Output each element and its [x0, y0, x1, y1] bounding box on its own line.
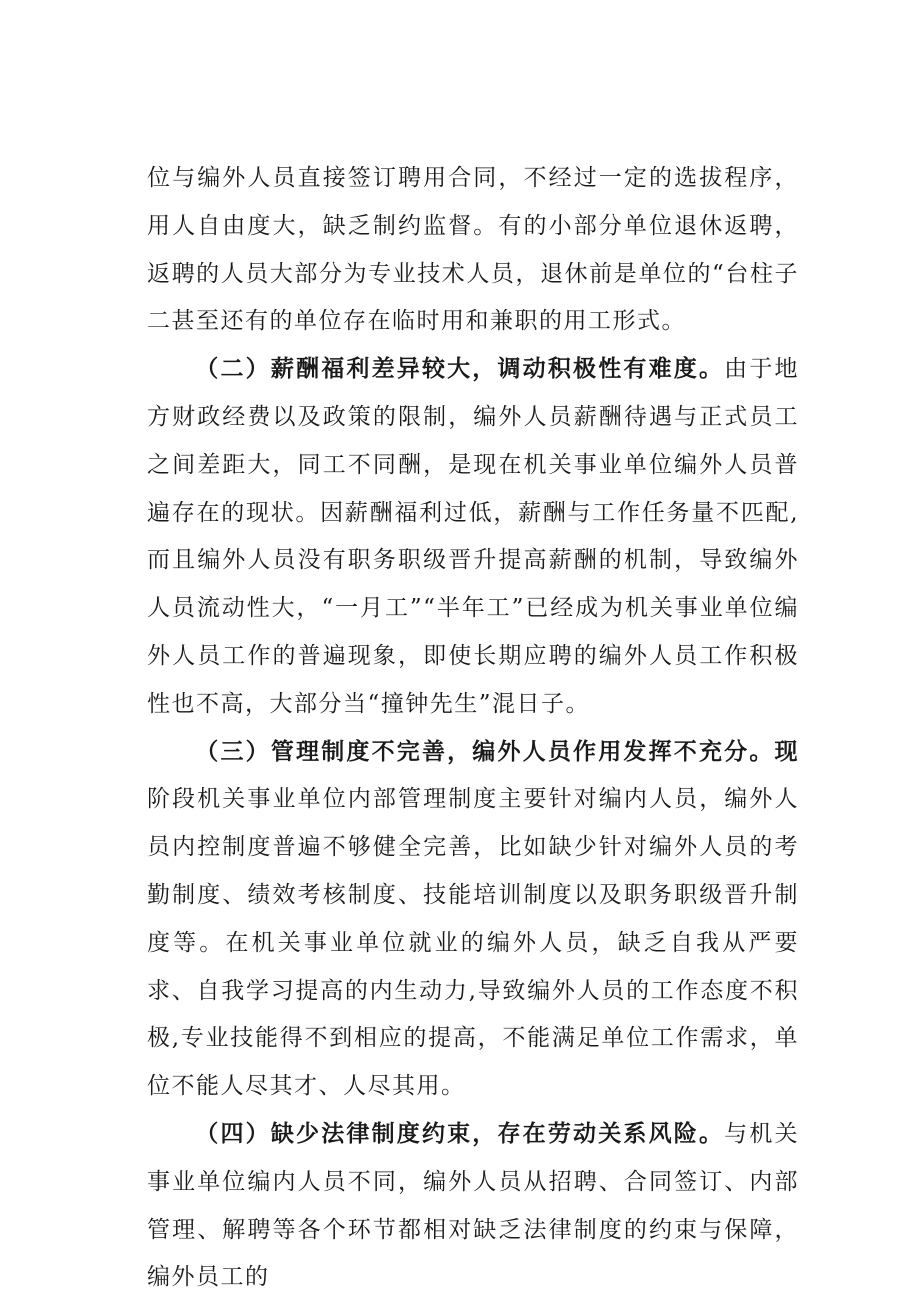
paragraph-section-2 [147, 346, 799, 728]
section-heading: （三）管理制度不完善，编外人员作用发挥不充分。现 [195, 738, 799, 765]
paragraph-text: 位与编外人员直接签订聘用合同，不经过一定的选拔程序，用人自由度大，缺乏制约监督。有的小部分单位退休返聘，返聘的人员大部分为专业技术人员，退休前是单位的“台柱子二甚至还有的单位存在临时用和兼职的用工形式。 [147, 165, 799, 335]
section-heading: （二）薪酬福利差异较大，调动积极性有难度。 [195, 356, 725, 383]
document-body [147, 155, 799, 1302]
paragraph-section-3 [147, 729, 799, 1111]
paragraph-section-4 [147, 1111, 799, 1302]
paragraph-text: 由于地方财政经费以及政策的限制，编外人员薪酬待遇与正式员工之间差距大，同工不同酬，是现在机关事业单位编外人员普遍存在的现状。因薪酬福利过低，薪酬与工作任务量不匹配,而且编外人员没有职务职级晋升提高薪酬的机制，导致编外人员流动性大，“一月工”“半年工”已经成为机关事业单位编外人员工作的普遍现象，即使长期应聘的编外人员工作积极性也不高，大部分当“撞钟先生”混日子。 [147, 356, 800, 717]
paragraph-continuation [147, 155, 799, 346]
paragraph-text: 阶段机关事业单位内部管理制度主要针对编内人员，编外人员内控制度普遍不够健全完善，比如缺少针对编外人员的考勤制度、绩效考核制度、技能培训制度以及职务职级晋升制度等。在机关事业单位就业的编外人员，缺乏自我从严要求、自我学习提高的内生动力,导致编外人员的工作态度不积极,专业技能得不到相应的提高，不能满足单位工作需求，单位不能人尽其才、人尽其用。 [147, 786, 799, 1100]
section-heading: （四）缺少法律制度约束，存在劳动关系风险。 [195, 1120, 725, 1147]
paragraph-text: 与机关事业单位编内人员不同，编外人员从招聘、合同签订、内部管理、解聘等各个环节都相对缺乏法律制度的约束与保障，编外员工的 [147, 1120, 800, 1291]
